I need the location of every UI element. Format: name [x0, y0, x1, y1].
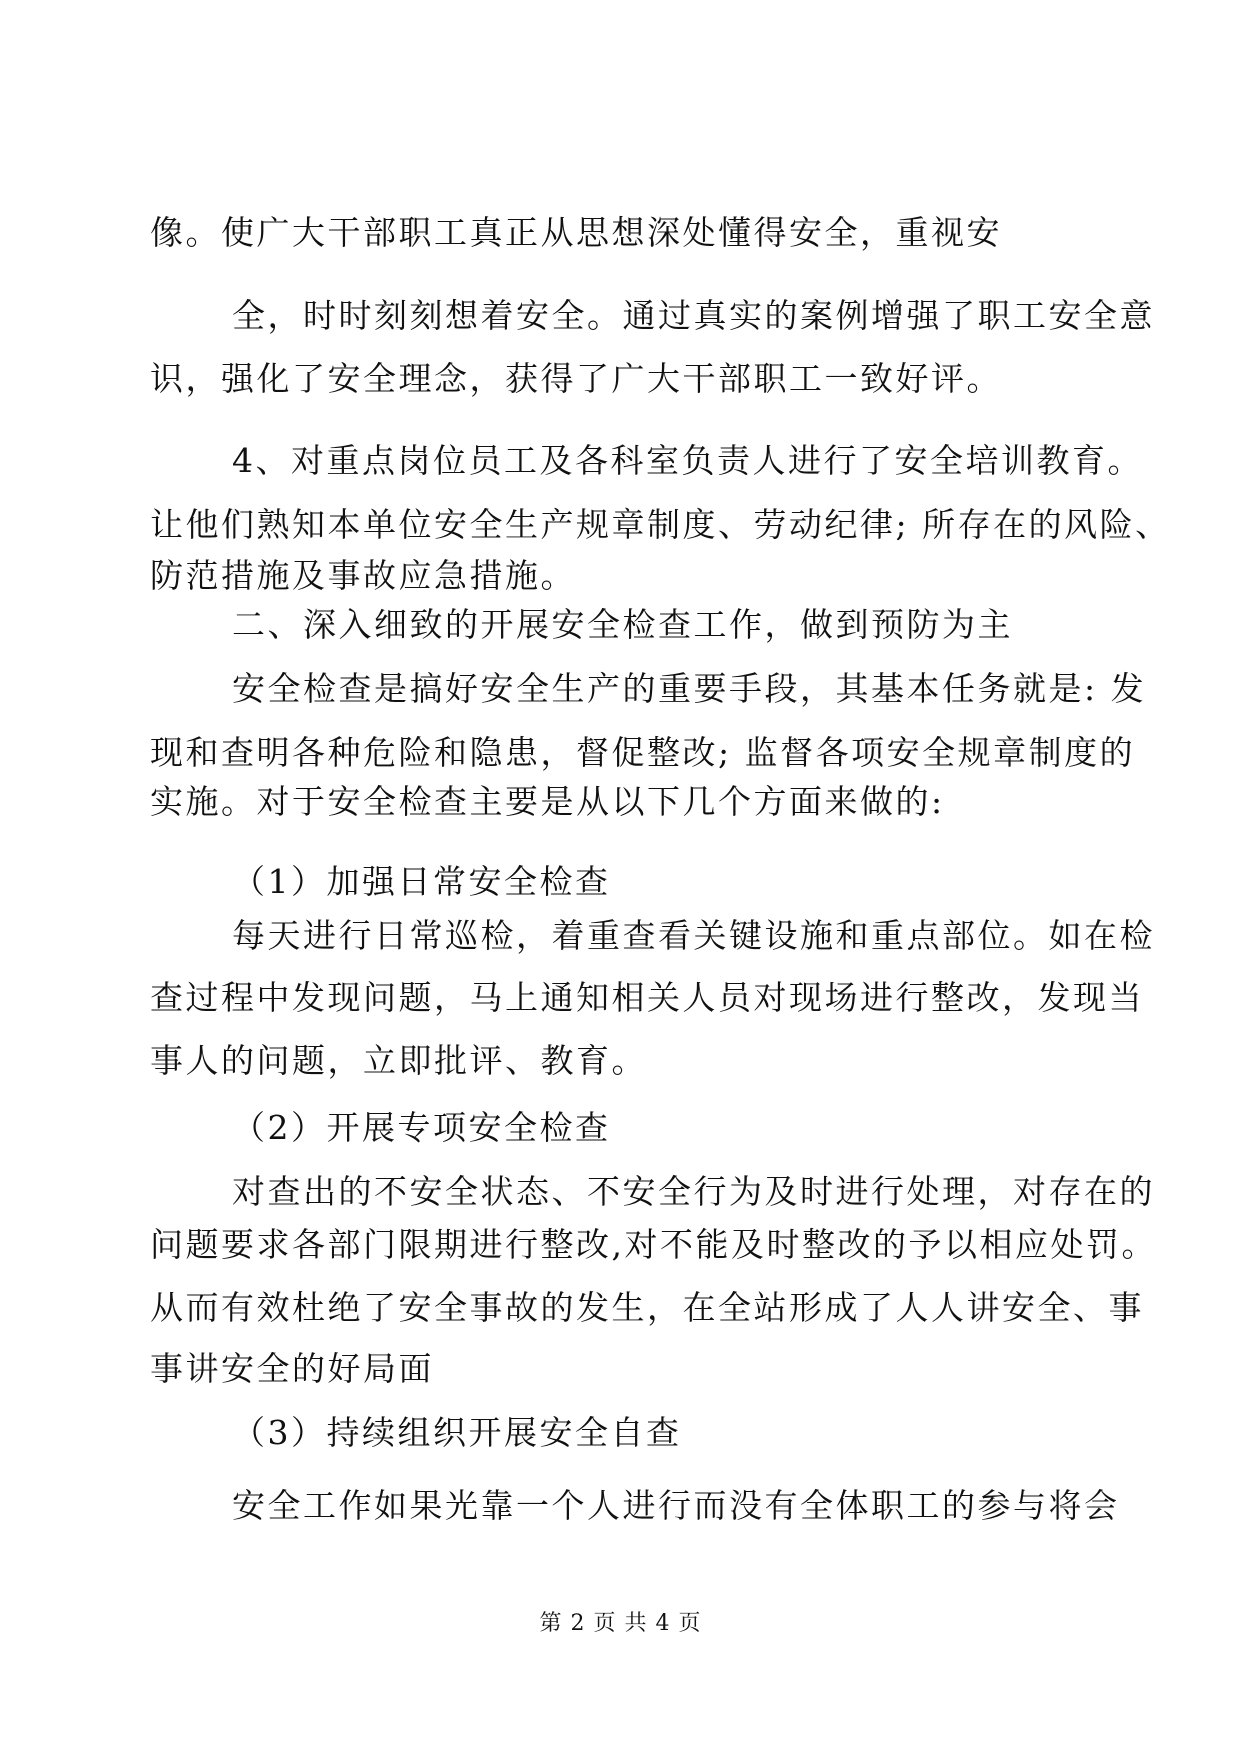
text-line: 识，强化了安全理念，获得了广大干部职工一致好评。	[150, 359, 1002, 398]
text-line: 全，时时刻刻想着安全。通过真实的案例增强了职工安全意	[232, 296, 1155, 335]
subsection-heading: （2）开展专项安全检查	[232, 1108, 611, 1147]
text-line: 每天进行日常巡检，着重查看关键设施和重点部位。如在检	[232, 916, 1155, 955]
text-line: 从而有效杜绝了安全事故的发生，在全站形成了人人讲安全、事	[150, 1288, 1144, 1327]
section-heading: 二、深入细致的开展安全检查工作，做到预防为主	[232, 605, 1013, 644]
text-line: 安全检查是搞好安全生产的重要手段，其基本任务就是: 发	[232, 669, 1147, 708]
text-line: 防范措施及事故应急措施。	[150, 556, 576, 595]
text-line: 事人的问题，立即批评、教育。	[150, 1041, 647, 1080]
text-line: 查过程中发现问题，马上通知相关人员对现场进行整改，发现当	[150, 978, 1144, 1017]
text-line: 对查出的不安全状态、不安全行为及时进行处理，对存在的	[232, 1172, 1155, 1211]
text-line: 让他们熟知本单位安全生产规章制度、劳动纪律; 所存在的风险、	[150, 505, 1171, 544]
text-line: 现和查明各种危险和隐患，督促整改; 监督各项安全规章制度的	[150, 733, 1136, 772]
page-number-footer: 第 2 页 共 4 页	[539, 1611, 702, 1636]
text-line: 问题要求各部门限期进行整改,对不能及时整改的予以相应处罚。	[150, 1225, 1157, 1264]
text-line: 像。使广大干部职工真正从思想深处懂得安全，重视安	[150, 213, 1002, 252]
text-line: 实施。对于安全检查主要是从以下几个方面来做的:	[150, 782, 945, 821]
subsection-heading: （1）加强日常安全检查	[232, 862, 611, 901]
text-line: 事讲安全的好局面	[150, 1349, 434, 1388]
text-line: 安全工作如果光靠一个人进行而没有全体职工的参与将会	[232, 1486, 1120, 1525]
subsection-heading: （3）持续组织开展安全自查	[232, 1413, 682, 1452]
text-line: 4、对重点岗位员工及各科室负责人进行了安全培训教育。	[232, 441, 1143, 480]
